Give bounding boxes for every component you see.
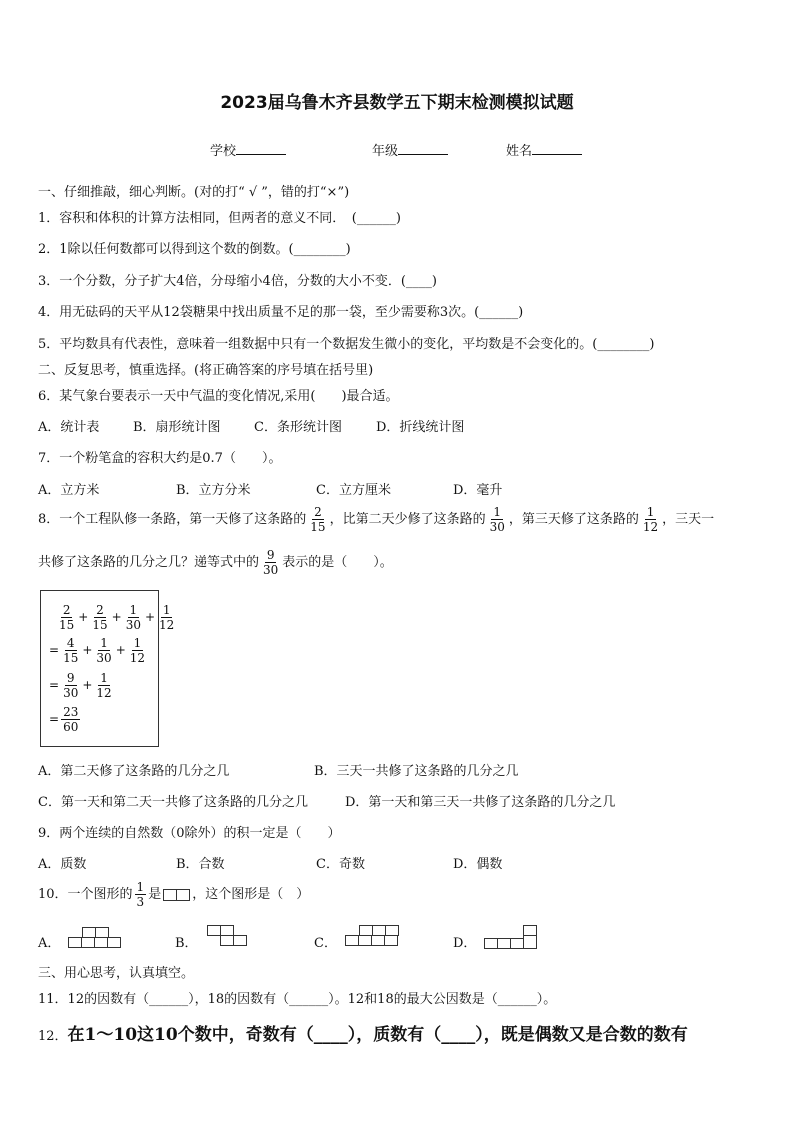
question-8-line-2 <box>38 548 393 577</box>
fraction-denominator: 30 <box>489 520 505 534</box>
question-12-text: 在1～10这10个数中，奇数有（____），质数有（____），既是偶数又是合数的数有 <box>67 1025 688 1045</box>
q9-option-b: B．合数 <box>176 857 225 872</box>
square-cell <box>163 889 177 901</box>
q10-fraction <box>135 880 147 909</box>
q10-option-d-label: D． <box>453 936 477 951</box>
section-1-heading: 一、仔细推敲，细心判断。(对的打“ √ ”，错的打“×”) <box>38 185 350 200</box>
q8-text-5: 共修了这条路的几分之几？递等式中的 <box>38 555 260 570</box>
equals-sign: = <box>49 678 60 692</box>
q9-option-a: A．质数 <box>38 857 87 872</box>
fraction-numerator: 2 <box>314 505 322 519</box>
calc-fraction <box>124 603 143 632</box>
square-cell <box>94 937 108 948</box>
fraction-denominator: 3 <box>136 895 145 909</box>
q8-option-d: D．第一天和第三天一共修了这条路的几分之几 <box>345 795 616 810</box>
q8-option-c: C．第一天和第二天一共修了这条路的几分之几 <box>38 795 308 810</box>
q8-text-1: 8．一个工程队修一条路，第一天修了这条路的 <box>38 512 307 527</box>
fraction-numerator: 9 <box>66 671 75 685</box>
q10-text-3: ，这个图形是（ ） <box>192 887 310 902</box>
q6-option-a: A．统计表 <box>38 420 100 435</box>
q7-option-c: C．立方厘米 <box>316 483 391 498</box>
calc-fraction <box>61 705 80 734</box>
fraction-numerator: 1 <box>129 603 138 617</box>
fraction-denominator: 12 <box>159 618 175 632</box>
fraction-numerator: 1 <box>100 636 108 650</box>
q8-fraction-2 <box>488 505 507 534</box>
page-title: 2023届乌鲁木齐县数学五下期末检测模拟试题 <box>220 93 574 113</box>
q8-text-6: 表示的是（ ）。 <box>282 555 393 570</box>
school-label: 学校 <box>210 144 237 159</box>
square-cell <box>345 935 359 946</box>
q7-option-a: A．立方米 <box>38 483 100 498</box>
calc-fraction <box>94 636 113 665</box>
fraction-denominator: 15 <box>92 618 108 632</box>
plus-sign: + <box>115 643 126 657</box>
fraction-numerator: 23 <box>63 705 79 719</box>
square-cell <box>358 935 372 946</box>
fraction-numerator: 1 <box>162 603 171 617</box>
plus-sign: + <box>82 678 93 692</box>
q8-fraction-4 <box>261 548 280 577</box>
q10-text-1: 10．一个图形的 <box>38 887 133 902</box>
fraction-denominator: 15 <box>63 651 79 665</box>
q8-option-a: A．第二天修了这条路的几分之几 <box>38 764 230 779</box>
fraction-denominator: 30 <box>125 618 141 632</box>
section-2-heading: 二、反复思考，慎重选择。(将正确答案的序号填在括号里) <box>38 363 374 378</box>
grade-field <box>372 140 448 159</box>
q10-option-c-label: C． <box>314 936 337 951</box>
fraction-denominator: 15 <box>310 520 326 534</box>
calc-line-4 <box>49 705 82 734</box>
fraction-denominator: 15 <box>59 618 75 632</box>
question-12 <box>38 1020 688 1045</box>
equals-sign: = <box>49 643 60 657</box>
calc-line-2 <box>49 636 149 665</box>
fraction-denominator: 12 <box>96 686 112 700</box>
fraction-numerator: 1 <box>136 880 145 894</box>
fraction-numerator: 1 <box>133 636 142 650</box>
calculation-box <box>40 590 175 747</box>
square-cell <box>371 935 385 946</box>
calc-fraction <box>61 671 80 700</box>
fraction-denominator: 30 <box>263 563 279 577</box>
q6-option-d: D．折线统计图 <box>376 420 465 435</box>
q7-option-d: D．毫升 <box>453 483 503 498</box>
calc-line-3 <box>49 671 116 700</box>
calc-fraction <box>90 603 109 632</box>
square-cell <box>107 937 121 948</box>
calc-fraction <box>157 603 176 632</box>
fraction-denominator: 30 <box>63 686 79 700</box>
calc-fraction <box>128 636 147 665</box>
grade-label: 年级 <box>372 144 399 159</box>
q8-fraction-3 <box>641 505 660 534</box>
fraction-numerator: 1 <box>646 505 655 519</box>
q10-text-2: 是 <box>148 887 162 902</box>
q10-option-a-label: A． <box>38 936 61 951</box>
q9-option-d: D．偶数 <box>453 857 503 872</box>
square-cell <box>384 935 398 946</box>
fraction-denominator: 12 <box>129 651 146 665</box>
question-12-number: 12． <box>38 1029 68 1044</box>
q7-option-b: B．立方分米 <box>176 483 251 498</box>
square-cell <box>207 925 221 936</box>
q6-option-b: B．扇形统计图 <box>133 420 221 435</box>
question-11: 11．12的因数有（______），18的因数有（______）。12和18的最大公因数是（______）。 <box>38 992 557 1007</box>
square-cell <box>220 935 234 946</box>
square-cell <box>233 935 247 946</box>
q8-text-4: ，三天一 <box>662 512 715 527</box>
square-cell <box>510 938 524 949</box>
question-7: 7．一个粉笔盒的容积大约是0.7（ ）。 <box>38 451 282 466</box>
square-cell <box>68 937 82 948</box>
calc-fraction <box>94 671 113 700</box>
section-3-heading: 三、用心思考，认真填空。 <box>38 966 195 981</box>
school-blank <box>236 142 286 155</box>
q10-option-b-label: B． <box>175 936 198 951</box>
fraction-denominator: 30 <box>96 651 112 665</box>
q8-text-2: ，比第二天少修了这条路的 <box>329 512 486 527</box>
question-5: 5．平均数具有代表性，意味着一组数据中只有一个数据发生微小的变化，平均数是不会变化的。(________) <box>38 337 655 352</box>
q8-option-b: B．三天一共修了这条路的几分之几 <box>314 764 519 779</box>
name-label: 姓名 <box>506 144 533 159</box>
q9-option-c: C．奇数 <box>316 857 365 872</box>
q6-option-c: C．条形统计图 <box>254 420 342 435</box>
question-3: 3．一个分数，分子扩大4倍，分母缩小4倍，分数的大小不变．(____) <box>38 274 437 289</box>
plus-sign: + <box>111 610 122 624</box>
fraction-numerator: 9 <box>266 548 275 562</box>
question-6: 6．某气象台要表示一天中气温的变化情况,采用( )最合适。 <box>38 389 399 404</box>
fraction-numerator: 1 <box>493 505 502 519</box>
square-cell <box>497 938 511 949</box>
question-9: 9．两个连续的自然数（0除外）的积一定是（ ） <box>38 826 341 841</box>
square-cell <box>81 937 95 948</box>
equals-sign: = <box>49 712 60 726</box>
calc-fraction <box>61 636 80 665</box>
fraction-numerator: 1 <box>100 671 108 685</box>
calc-line-1 <box>55 603 178 632</box>
fraction-numerator: 2 <box>62 603 71 617</box>
school-field <box>210 140 286 159</box>
plus-sign: + <box>144 610 156 624</box>
question-1: 1．容积和体积的计算方法相同，但两者的意义不同． (______) <box>38 211 401 226</box>
plus-sign: + <box>82 643 93 657</box>
square-cell <box>176 889 190 901</box>
question-10 <box>38 880 309 909</box>
square-cell <box>484 938 498 949</box>
q8-text-3: ，第三天修了这条路的 <box>508 512 639 527</box>
fraction-denominator: 12 <box>642 520 659 534</box>
two-square-shape <box>163 889 190 901</box>
plus-sign: + <box>78 610 89 624</box>
square-cell <box>523 935 537 949</box>
fraction-denominator: 60 <box>63 720 79 734</box>
name-blank <box>532 142 582 155</box>
q8-fraction-1 <box>308 505 327 534</box>
fraction-numerator: 4 <box>66 636 75 650</box>
calc-fraction <box>57 603 76 632</box>
question-2: 2．1除以任何数都可以得到这个数的倒数。(________) <box>38 242 351 257</box>
fraction-numerator: 2 <box>96 603 104 617</box>
question-4: 4．用无砝码的天平从12袋糖果中找出质量不足的那一袋，至少需要称3次。(______) <box>38 305 524 320</box>
grade-blank <box>398 142 448 155</box>
name-field <box>506 140 582 159</box>
question-8-line-1 <box>38 505 714 534</box>
